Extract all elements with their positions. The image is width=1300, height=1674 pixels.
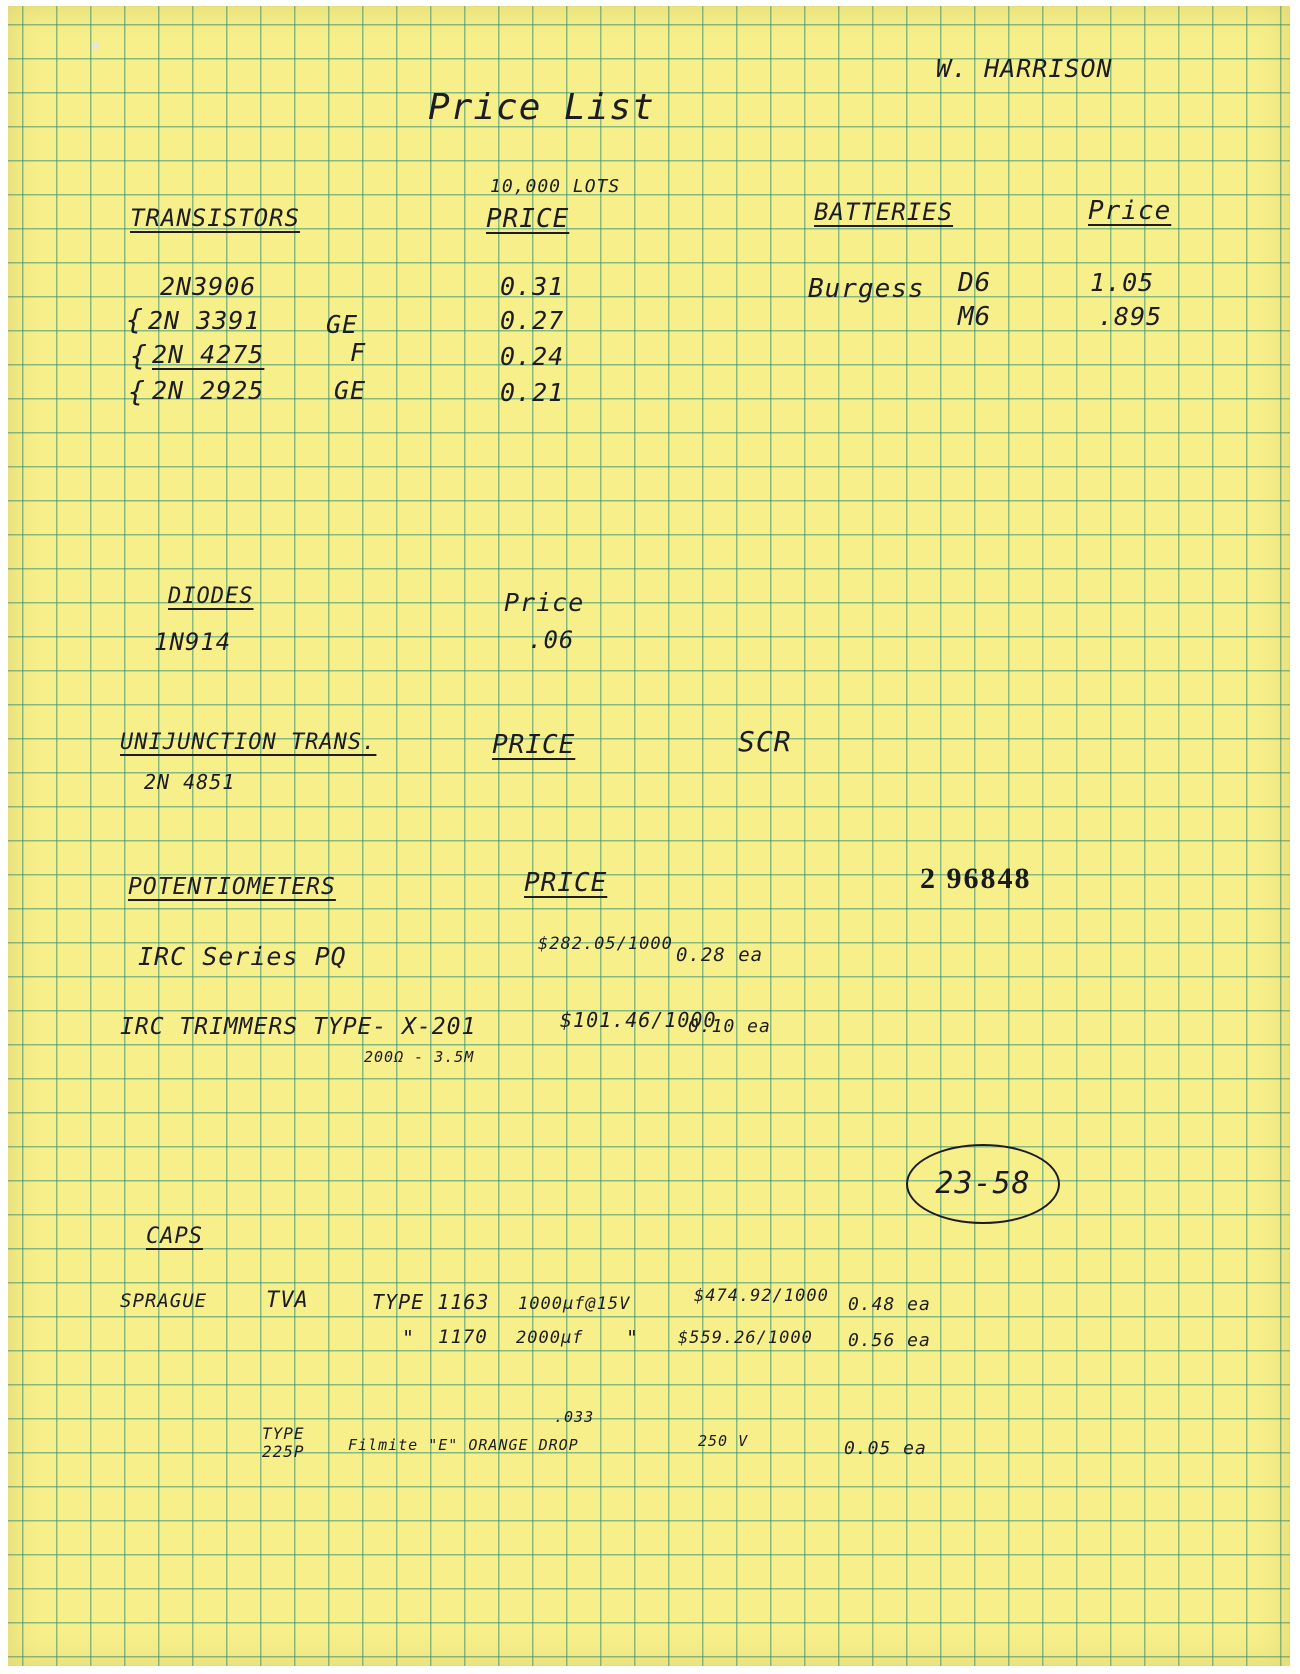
cap-ditto-2: " — [626, 1326, 640, 1350]
cap-rating-1: 1000µf@15V — [518, 1294, 631, 1314]
diode-part: 1N914 — [154, 628, 232, 656]
battery-model-2: M6 — [958, 302, 992, 332]
battery-price-1: 1.05 — [1090, 268, 1155, 297]
unijunction-part: 2N 4851 — [144, 770, 236, 794]
batteries-brand: Burgess — [808, 274, 925, 304]
transistor-price-3: 0.24 — [500, 342, 565, 371]
transistor-part-1: 2N3906 — [160, 272, 257, 301]
unijunction-header: UNIJUNCTION TRANS. — [120, 730, 377, 755]
transistor-part-4: 2N 2925 — [152, 376, 265, 405]
transistor-maker-4: GE — [334, 376, 367, 405]
stamp-number: 2 96848 — [920, 862, 1032, 895]
pot-lot-price-1: $282.05/1000 — [538, 934, 673, 954]
filmite-voltage: 250 V — [698, 1432, 749, 1450]
transistor-price-4: 0.21 — [500, 378, 565, 407]
pot-lot-price-2: $101.46/1000 — [560, 1008, 717, 1032]
cap-series: TVA — [266, 1288, 309, 1313]
unijunction-price-header: PRICE — [492, 730, 576, 760]
transistor-part-2: 2N 3391 — [148, 306, 261, 335]
pot-desc-2: IRC TRIMMERS TYPE- X-201 — [120, 1014, 477, 1040]
cap-rating-2: 2000µf — [516, 1328, 584, 1348]
scr-label: SCR — [738, 725, 792, 758]
battery-model-1: D6 — [958, 268, 992, 298]
brace-mark: { — [126, 303, 144, 336]
pot-desc-1: IRC Series PQ — [138, 942, 347, 971]
cap-each-1: 0.48 ea — [848, 1294, 931, 1315]
transistor-part-3: 2N 4275 — [152, 340, 265, 369]
transistors-price-header: PRICE — [486, 204, 570, 234]
battery-price-2: .895 — [1098, 302, 1163, 331]
cap-ditto-1: " — [402, 1326, 416, 1350]
filmite-name: Filmite "E" ORANGE DROP — [348, 1436, 579, 1454]
transistors-header: TRANSISTORS — [130, 204, 300, 232]
filmite-type-label: TYPE — [262, 1424, 305, 1443]
punch-hole — [92, 42, 99, 49]
batteries-price-header: Price — [1088, 196, 1172, 226]
caps-header: CAPS — [146, 1224, 203, 1249]
filmite-each: 0.05 ea — [844, 1438, 927, 1459]
diodes-price-header: Price — [504, 588, 585, 617]
diode-price: .06 — [528, 626, 575, 654]
cap-lot-price-1: $474.92/1000 — [694, 1286, 829, 1306]
filmite-type: 225P — [262, 1442, 305, 1461]
brace-mark: { — [130, 339, 148, 372]
transistor-maker-3: F — [350, 338, 367, 367]
cap-lot-price-2: $559.26/1000 — [678, 1328, 813, 1348]
potentiometers-header: POTENTIOMETERS — [128, 874, 336, 900]
brace-mark: { — [128, 375, 146, 408]
author-name: W. HARRISON — [936, 54, 1113, 83]
pot-sub-2: 200Ω - 3.5M — [364, 1048, 475, 1066]
potentiometers-price-header: PRICE — [524, 868, 608, 898]
transistors-lot-note: 10,000 LOTS — [490, 176, 621, 197]
cap-type-1: TYPE 1163 — [372, 1290, 490, 1314]
page-title: Price List — [428, 87, 655, 128]
cap-type-2: 1170 — [438, 1326, 488, 1348]
circled-number-text: 23-58 — [935, 1166, 1031, 1201]
diodes-header: DIODES — [168, 584, 254, 609]
cap-each-2: 0.56 ea — [848, 1330, 931, 1351]
cap-maker: SPRAGUE — [120, 1290, 208, 1312]
circled-number — [906, 1144, 1060, 1224]
notepad-page — [8, 6, 1290, 1666]
batteries-header: BATTERIES — [814, 198, 954, 226]
transistor-maker-2: GE — [326, 310, 359, 339]
pot-each-2: 0.10 ea — [688, 1016, 771, 1037]
filmite-cap-value: .033 — [554, 1408, 595, 1426]
transistor-price-1: 0.31 — [500, 272, 565, 301]
transistor-price-2: 0.27 — [500, 306, 565, 335]
pot-each-1: 0.28 ea — [676, 944, 764, 966]
